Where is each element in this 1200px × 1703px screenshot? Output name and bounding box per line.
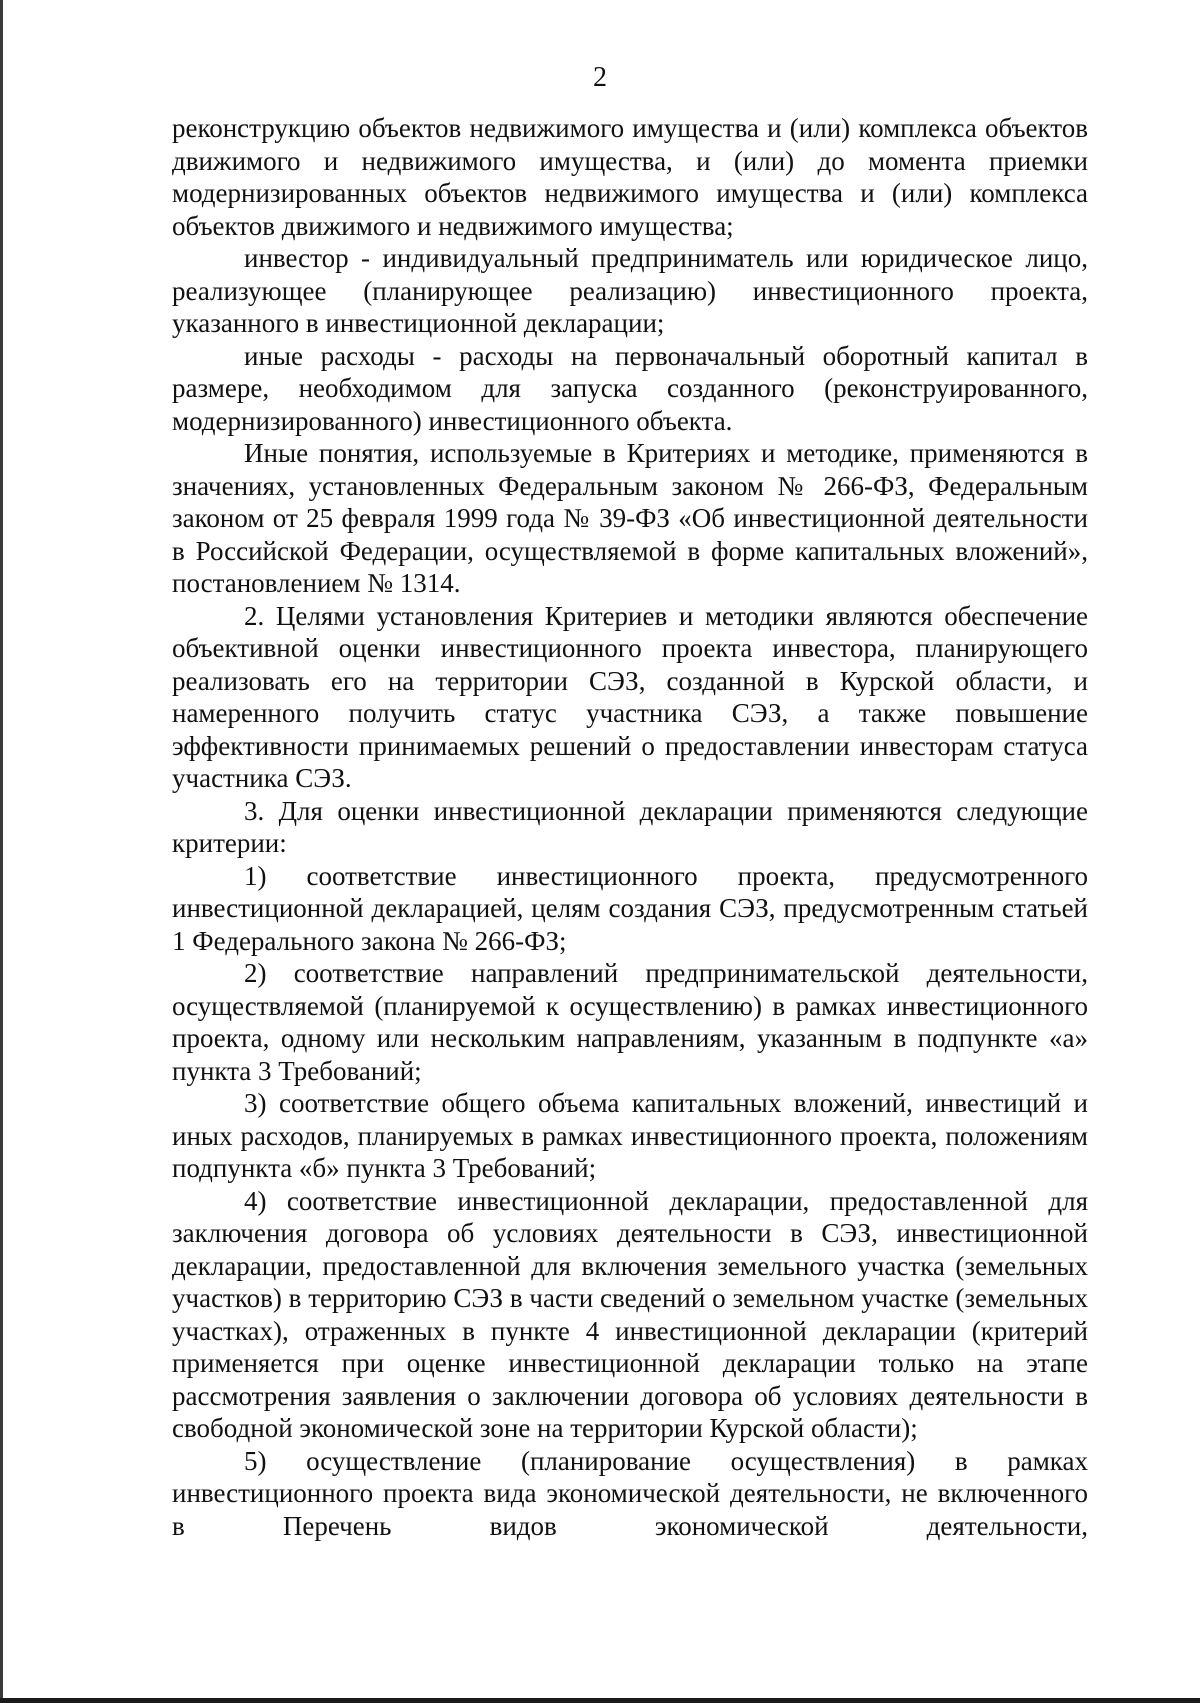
criterion-1: 1) соответствие инвестиционного проекта, предусмотренного инвестиционной декларацией, целям создания СЭЗ, предусмотренным статьей 1 Федерального закона № 266-ФЗ; (172, 860, 1088, 956)
page-number: 2 (593, 62, 607, 93)
paragraph-1: реконструкцию объектов недвижимого имущества и (или) комплекса объектов движимого и недвижимого имущества, и (или) до момента приемки модернизированных объектов недвижимого имущества и (или) комплекса объектов движимого и недвижимого имущества; (172, 113, 1088, 241)
paragraph-other-expenses-definition: иные расходы - расходы на первоначальный оборотный капитал в размере, необходимом для запуска созданного (реконструированного, модернизированного) инвестиционного объекта. (172, 340, 1088, 436)
document-body (172, 112, 1088, 1542)
paragraph-section-2: 2. Целями установления Критериев и методики являются обеспечение объективной оценки инвестиционного проекта инвестора, планирующего реализовать его на территории СЭЗ, созданной в Курской области, и намеренного получить статус участника СЭЗ, а также повышение эффективности принимаемых решений о предоставлении инвесторам статуса участника СЭЗ. (172, 600, 1088, 793)
paragraph-section-3: 3. Для оценки инвестиционной декларации применяются следующие критерии: (172, 795, 1088, 858)
criterion-2: 2) соответствие направлений предпринимательской деятельности, осуществляемой (планируемой к осуществлению) в рамках инвестиционного проекта, одному или нескольким направлениям, указанным в подпункте «а» пункта 3 Требований; (172, 958, 1088, 1086)
scan-left-edge (0, 0, 3, 1703)
criterion-3: 3) соответствие общего объема капитальных вложений, инвестиций и иных расходов, планируемых в рамках инвестиционного проекта, положениям подпункта «б» пункта 3 Требований; (172, 1088, 1088, 1183)
scan-bottom-edge (0, 1698, 1200, 1703)
paragraph-other-terms: Иные понятия, используемые в Критериях и методике, применяются в значениях, установленных Федеральным законом № 266-ФЗ, Федеральным законом от 25 февраля 1999 года № 39-ФЗ «Об инвестиционной деятельности в Российской Федерации, осуществляемой в форме капитальных вложений», постановлением № 1314. (172, 438, 1088, 598)
criterion-4: 4) соответствие инвестиционной декларации, предоставленной для заключения договора об условиях деятельности в СЭЗ, инвестиционной декларации, предоставленной для включения земельного участка (земельных участков) в территорию СЭЗ в части сведений о земельном участке (земельных участках), отраженных в пункте 4 инвестиционной декларации (критерий применяется при оценке инвестиционной декларации только на этапе рассмотрения заявления о заключении договора об условиях деятельности в свободной экономической зоне на территории Курской области); (172, 1185, 1088, 1443)
criterion-5: 5) осуществление (планирование осуществления) в рамках инвестиционного проекта вида экономической деятельности, не включенного в Перечень видов экономической деятельности, (172, 1445, 1088, 1541)
paragraph-investor-definition: инвестор - индивидуальный предприниматель или юридическое лицо, реализующее (планирующее реализацию) инвестиционного проекта, указанного в инвестиционной декларации; (172, 243, 1088, 338)
